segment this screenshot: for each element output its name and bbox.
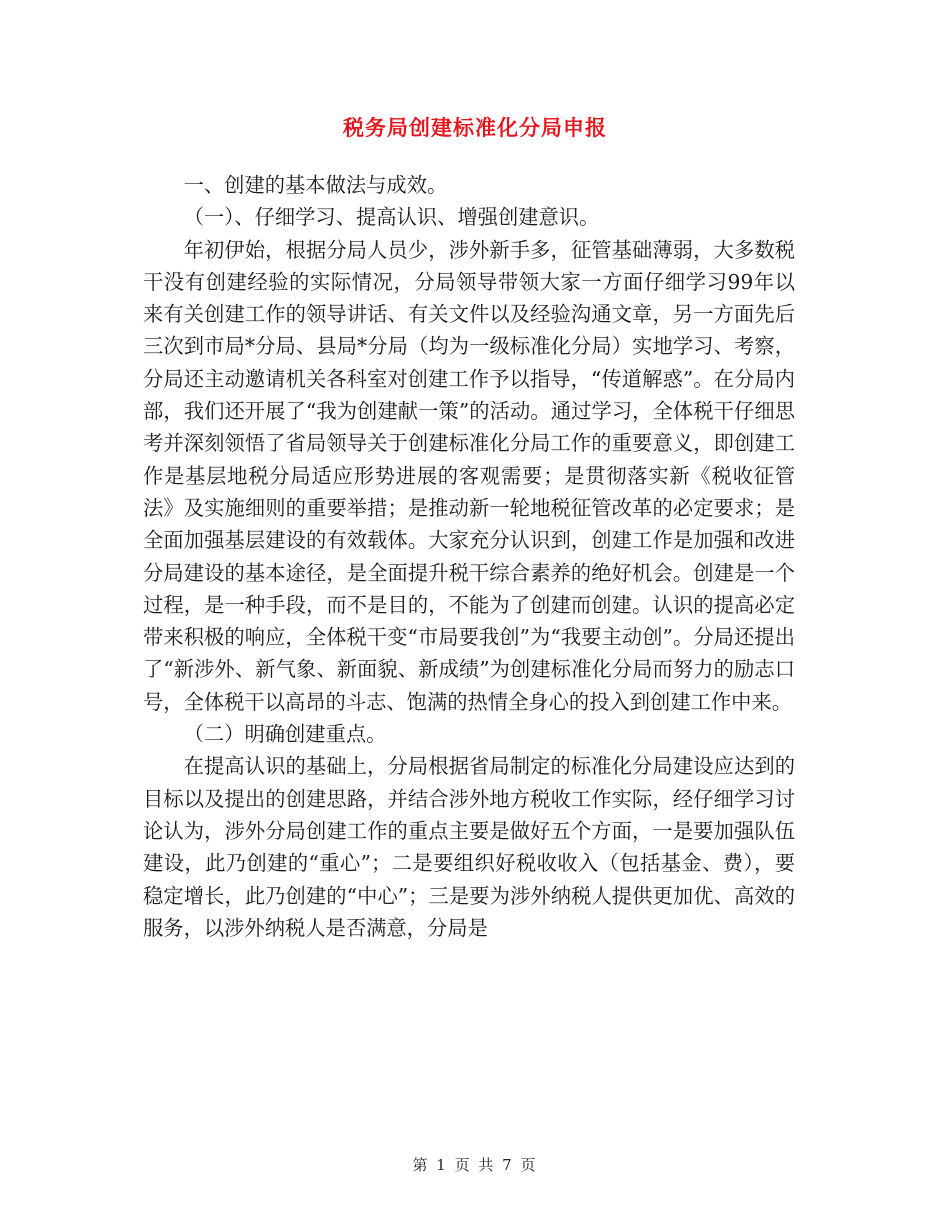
document-body xyxy=(143,169,795,944)
document-title: 税务局创建标准化分局申报 xyxy=(343,115,607,140)
page-footer: 第 1 页 共 7 页 xyxy=(412,1156,538,1174)
paragraph-body-2: 在提高认识的基础上，分局根据省局制定的标准化分局建设应达到的目标以及提出的创建思路，并结合涉外地方税收工作实际，经仔细学习讨论认为，涉外分局创建工作的重点主要是做好五个方面，一是要加强队伍建设，此乃创建的“重心”；二是要组织好税收收入（包括基金、费），要稳定增长，此乃创建的“中心”；三是要为涉外纳税人提供更加优、高效的服务，以涉外纳税人是否满意，分局是 xyxy=(143,754,795,940)
paragraph-subheading-2: （二）明确创建重点。 xyxy=(183,722,387,747)
paragraph-body-1: 年初伊始，根据分局人员少，涉外新手多，征管基础薄弱，大多数税干没有创建经验的实际情况，分局领导带领大家一方面仔细学习99年以来有关创建工作的领导讲话、有关文件以及经验沟通文章，另一方面先后三次到市局*分局、县局*分局（均为一级标准化分局）实地学习、考察，分局还主动邀请机关各科室对创建工作予以指导，“传道解惑”。在分局内部，我们还开展了“我为创建献一策”的活动。通过学习，全体税干仔细思考并深刻领悟了省局领导关于创建标准化分局工作的重要意义，即创建工作是基层地税分局适应形势进展的客观需要；是贯彻落实新《税收征管法》及实施细则的重要举措；是推动新一轮地税征管改革的必定要求；是全面加强基层建设的有效载体。大家充分认识到，创建工作是加强和改进分局建设的基本途径，是全面提升税干综合素养的绝好机会。创建是一个过程，是一种手段，而不是目的，不能为了创建而创建。认识的提高必定带来积极的响应，全体税干变“市局要我创”为“我要主动创”。分局还提出了“新涉外、新气象、新面貌、新成绩”为创建标准化分局而努力的励志口号，全体税干以高昂的斗志、饱满的热情全身心的投入到创建工作中来。 xyxy=(143,237,795,714)
paragraph-section-heading: 一、创建的基本做法与成效。 xyxy=(183,173,448,197)
paragraph-subheading-1: （一）、仔细学习、提高认识、增强创建意识。 xyxy=(183,205,600,230)
